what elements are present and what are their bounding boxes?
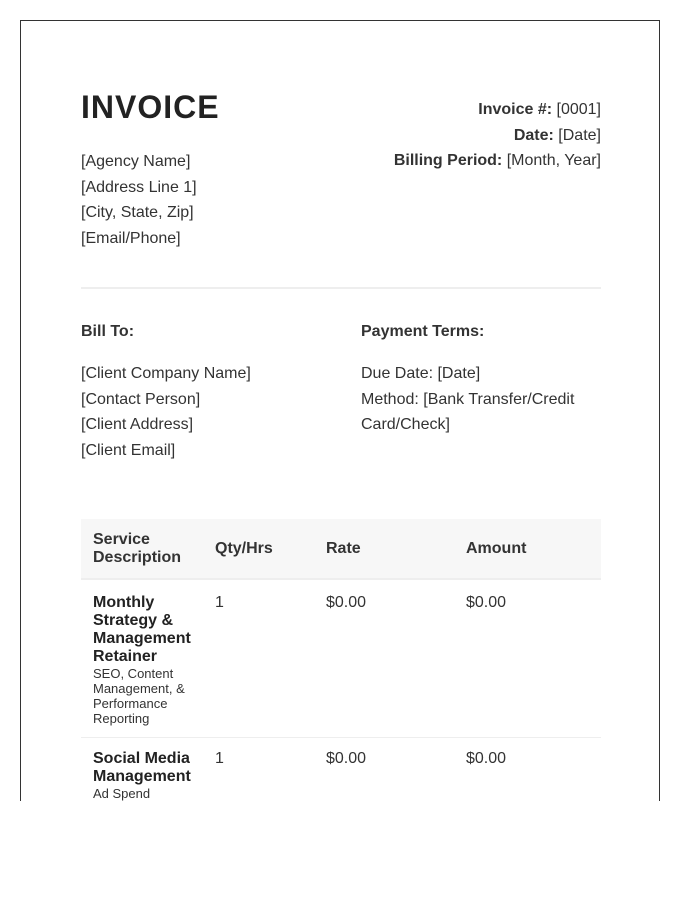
client-address: [Client Address] (81, 416, 194, 433)
agency-address-line1: [Address Line 1] (81, 178, 197, 196)
table-header (81, 519, 601, 580)
header-divider (81, 287, 601, 289)
service-description: Ad Spend (93, 786, 151, 801)
rate-cell: $0.00 (326, 594, 367, 611)
service-name: Monthly Strategy & Management Retainer (93, 594, 191, 665)
service-cell (93, 750, 197, 801)
billing-period-label: Billing Period: (393, 152, 503, 169)
client-company: [Client Company Name] (81, 365, 251, 382)
header-amount: Amount (466, 540, 527, 557)
agency-city-state-zip: [City, State, Zip] (81, 204, 194, 221)
header-service-description: Service Description (93, 531, 182, 566)
invoice-date-value: [Date] (553, 126, 601, 144)
payment-method: Method: [Bank Transfer/Credit Card/Check] (361, 390, 575, 433)
agency-email-phone: [Email/Phone] (81, 229, 181, 247)
client-email: [Client Email] (81, 441, 176, 459)
billing-period-line (394, 148, 601, 174)
bill-to-heading: Bill To: (81, 323, 135, 340)
amount-cell: $0.00 (466, 594, 507, 611)
rate-cell: $0.00 (326, 750, 367, 767)
services-table (81, 519, 601, 801)
header-qty-hrs: Qty/Hrs (215, 540, 273, 557)
payment-terms-details (361, 361, 601, 438)
service-cell (93, 594, 197, 726)
table-row (81, 580, 601, 738)
invoice-title: INVOICE (81, 89, 220, 125)
agency-name: [Agency Name] (81, 153, 191, 170)
billing-period-value: [Month, Year] (502, 152, 601, 169)
bill-to-details (81, 361, 251, 463)
service-description: SEO, Content Management, & Performance Reporting (93, 666, 185, 726)
service-name: Social Media Management (93, 750, 191, 785)
invoice-number-label: Invoice #: (478, 101, 553, 118)
header-rate: Rate (326, 540, 361, 557)
invoice-date-label: Date: (513, 126, 554, 144)
invoice-page (20, 20, 660, 801)
qty-cell: 1 (215, 594, 224, 611)
payment-due-date: Due Date: [Date] (361, 365, 481, 382)
invoice-meta (394, 97, 601, 174)
table-row (81, 738, 601, 801)
invoice-number-value: [0001] (552, 101, 601, 118)
invoice-number-line (394, 97, 601, 123)
qty-cell: 1 (215, 750, 224, 767)
client-contact: [Contact Person] (81, 390, 201, 408)
payment-terms-heading: Payment Terms: (361, 323, 485, 340)
invoice-date-line (394, 123, 601, 149)
amount-cell: $0.00 (466, 750, 507, 767)
agency-details (81, 149, 197, 251)
